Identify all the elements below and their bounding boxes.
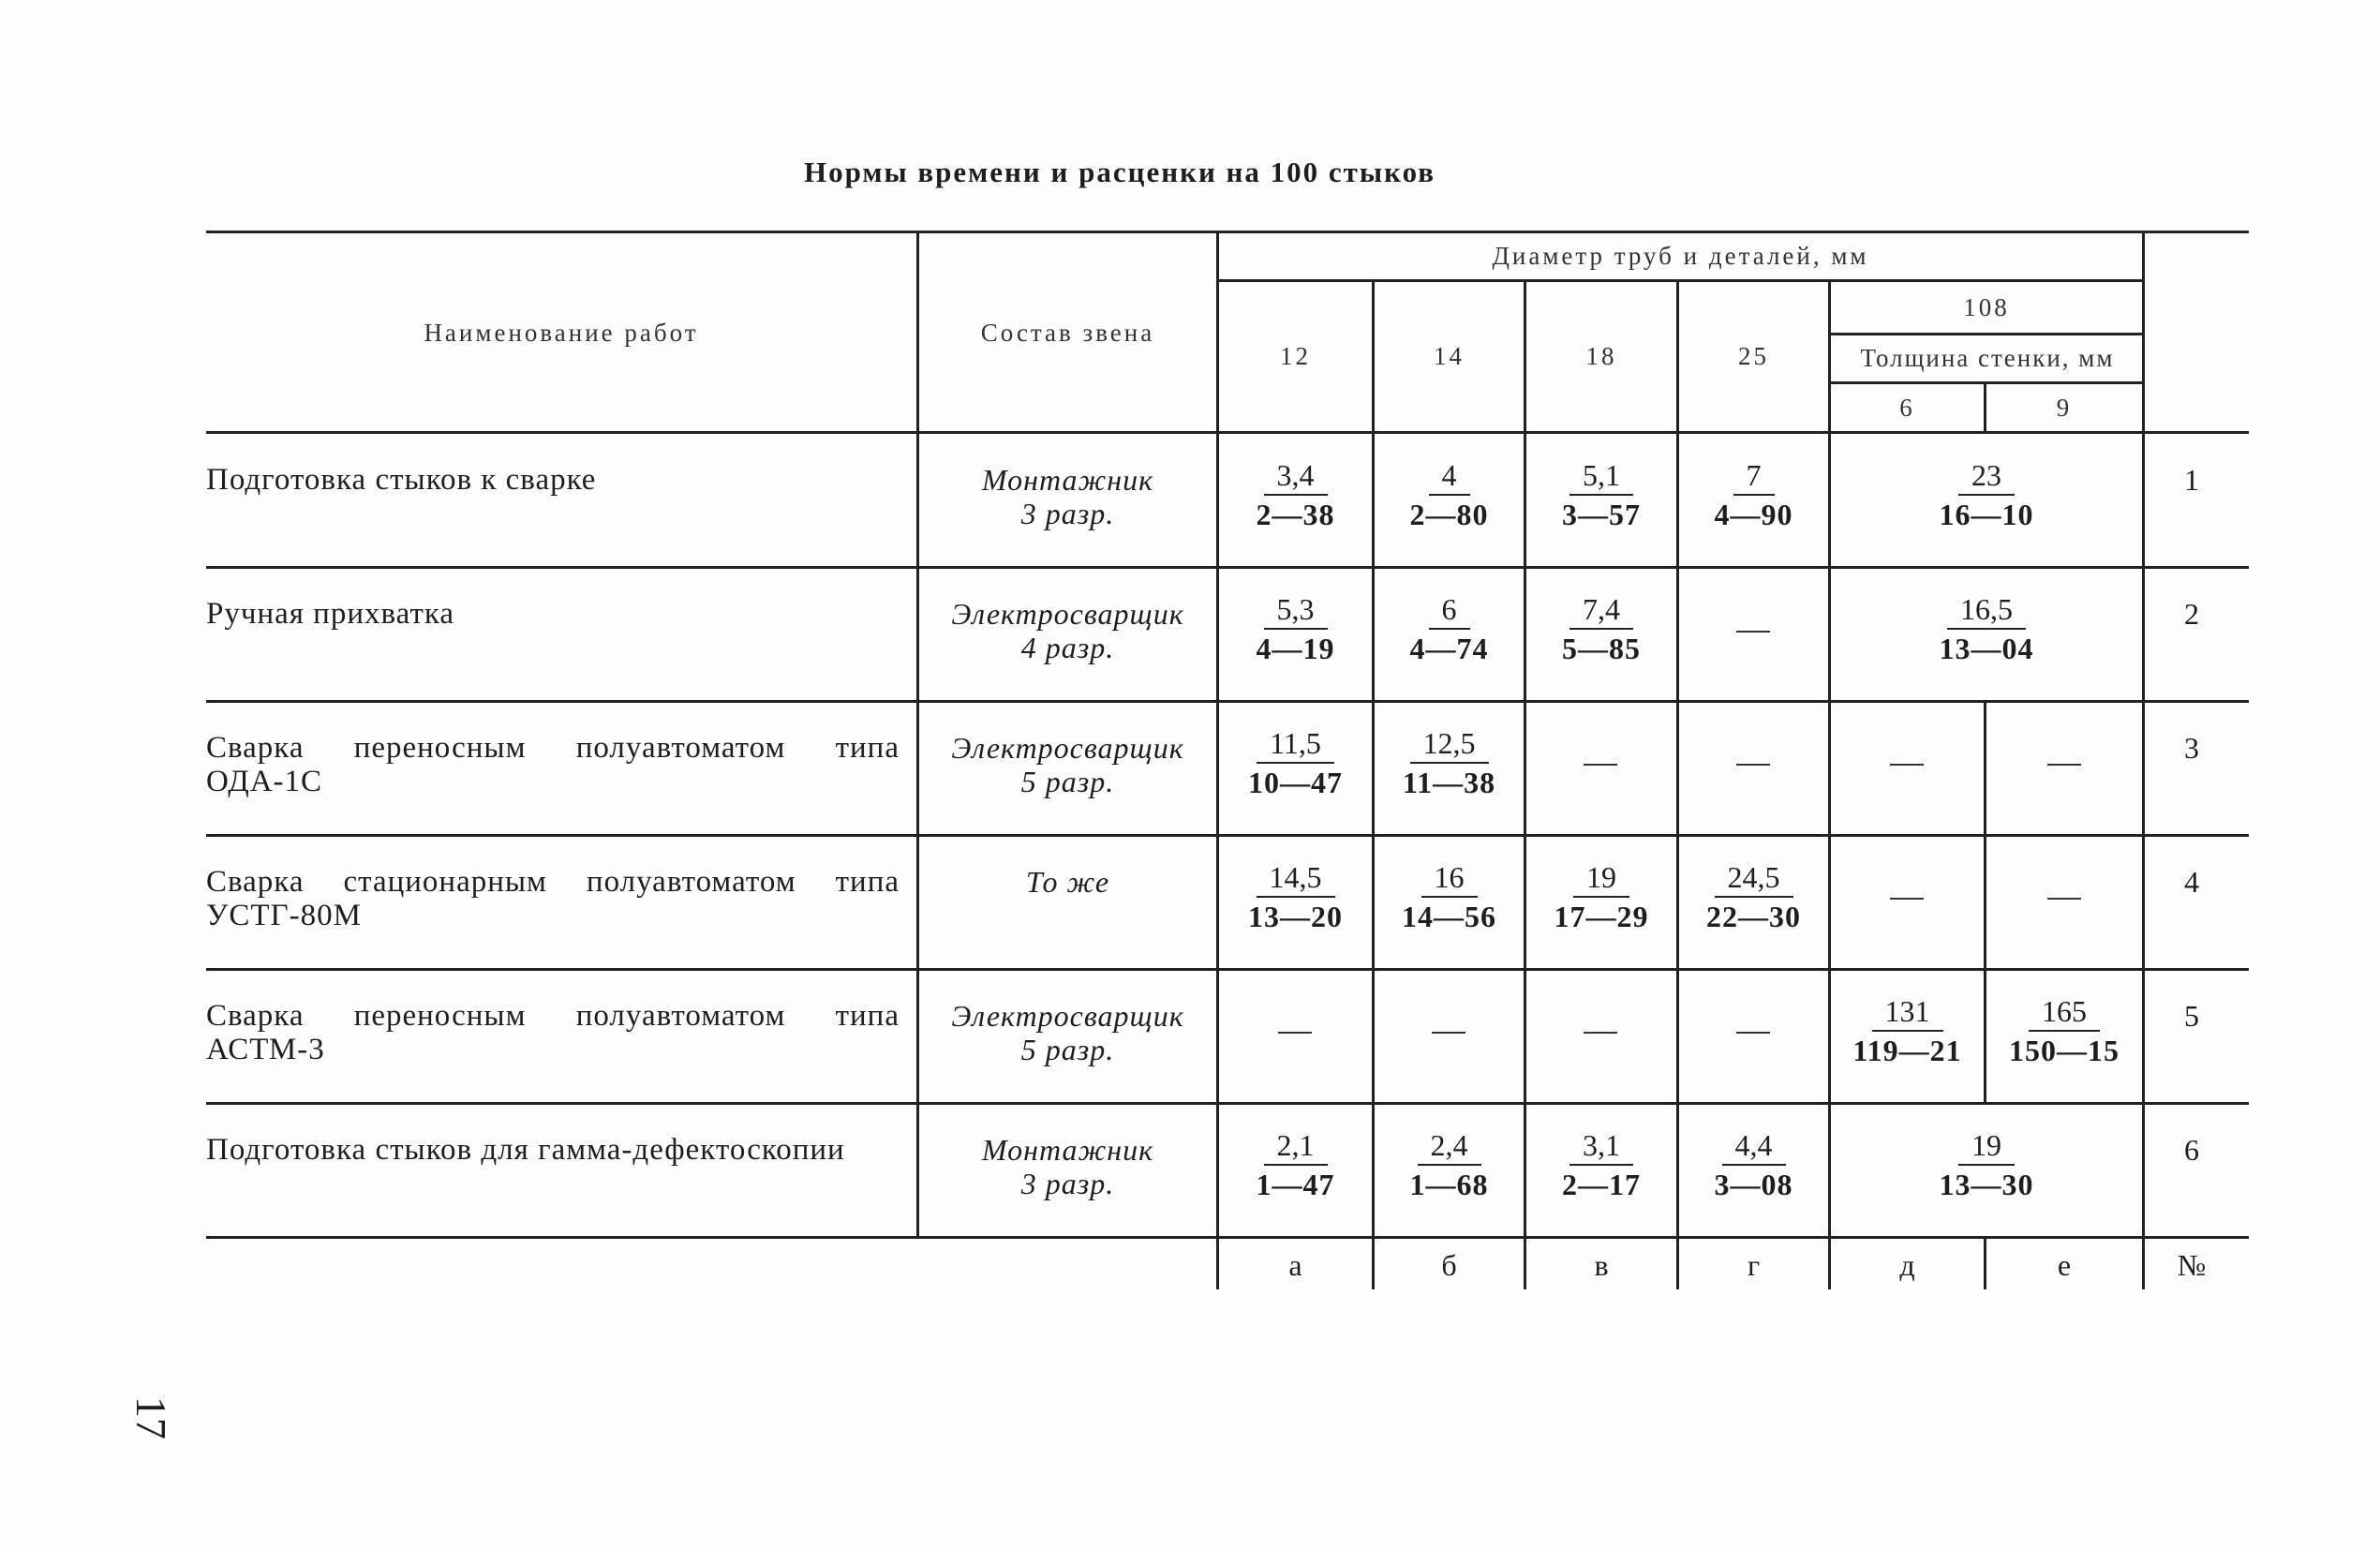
row-6-cell-a	[1219, 1129, 1372, 1203]
row-1-cell-a	[1219, 459, 1372, 533]
page-number: 17	[127, 1396, 175, 1439]
norm-value: 14,5	[1257, 861, 1335, 898]
footer-letter-g: г	[1747, 1248, 1761, 1282]
row-1-cell-g	[1679, 459, 1828, 533]
row-3-cell-g-dash	[1736, 764, 1770, 766]
row-5-cell-a-dash	[1278, 1032, 1312, 1034]
header-d108: 108	[1963, 292, 2010, 321]
norm-value: 165	[2029, 995, 2100, 1032]
row-3-cell-e-dash	[2047, 764, 2081, 766]
norm-value: 5,1	[1569, 459, 1633, 496]
norm-value: 23	[1958, 459, 2015, 496]
row-3-work-line-1: Сварка переносным полуавтоматом типа	[206, 731, 900, 765]
rate-value: 150—15	[2009, 1034, 2120, 1067]
rate-value: 17—29	[1554, 900, 1649, 933]
norm-value: 16,5	[1947, 593, 2026, 630]
header-d12: 12	[1280, 342, 1311, 370]
row-1-cell-b	[1375, 459, 1524, 533]
table-bottom-rule	[206, 1236, 2249, 1239]
rate-value: 4—19	[1256, 632, 1335, 665]
rate-value: 2—80	[1409, 498, 1489, 531]
row-3-cell-b	[1375, 727, 1524, 801]
header-bottom-rule	[206, 431, 2249, 434]
norm-value: 3,4	[1264, 459, 1328, 496]
row-5-cell-v-dash	[1584, 1032, 1617, 1034]
row-6-crew-role: Монтажник	[981, 1133, 1154, 1167]
header-wall-6: 6	[1899, 393, 1915, 422]
row-1-work: Подготовка стыков к сварке	[206, 463, 597, 497]
row-3-cell-d-dash	[1890, 764, 1924, 766]
rate-value: 5—85	[1562, 632, 1641, 665]
norm-value: 7	[1733, 459, 1775, 496]
row-5-cell-b-dash	[1432, 1032, 1465, 1034]
rate-value: 13—04	[1939, 632, 2034, 665]
page-title: Нормы времени и расценки на 100 стыков	[803, 156, 1436, 188]
footer-letter-v: в	[1594, 1248, 1609, 1282]
row-6-cell-g	[1679, 1129, 1828, 1203]
row-rule-2	[206, 700, 2249, 703]
row-4-crew: То же	[1025, 865, 1110, 899]
rate-value: 119—21	[1852, 1034, 1962, 1067]
row-2-work: Ручная прихватка	[206, 597, 455, 631]
row-1-crew-role: Монтажник	[981, 463, 1154, 497]
row-1-number: 1	[2184, 463, 2199, 497]
header-diameter: Диаметр труб и деталей, мм	[1492, 242, 1869, 270]
row-5-cell-d	[1831, 995, 1984, 1069]
row-4-work-line-1: Сварка стационарным полуавтоматом типа	[206, 865, 900, 899]
row-2-cell-a	[1219, 593, 1372, 667]
row-5-work-line-2: АСТМ-3	[206, 1033, 325, 1066]
row-4-cell-d-dash	[1890, 898, 1924, 900]
row-4-cell-v	[1526, 861, 1676, 935]
rate-value: 14—56	[1402, 900, 1496, 933]
row-5-cell-e	[1986, 995, 2142, 1069]
header-d25: 25	[1738, 342, 1769, 370]
row-1-cell-v	[1526, 459, 1676, 533]
row-2-cell-b	[1375, 593, 1524, 667]
row-4-cell-e-dash	[2047, 898, 2081, 900]
norm-value: 4	[1429, 459, 1470, 496]
norm-value: 6	[1429, 593, 1470, 630]
row-3-number: 3	[2184, 731, 2199, 765]
row-3-crew-grade: 5 разр.	[1020, 765, 1115, 798]
header-d14: 14	[1434, 342, 1465, 370]
rate-value: 13—20	[1248, 900, 1343, 933]
row-5-work-line-1: Сварка переносным полуавтоматом типа	[206, 999, 900, 1033]
row-5-cell-g-dash	[1736, 1032, 1770, 1034]
norm-value: 24,5	[1715, 861, 1793, 898]
row-rule-5	[206, 1102, 2249, 1105]
norm-value: 19	[1958, 1129, 2015, 1166]
norm-value: 5,3	[1264, 593, 1328, 630]
rate-value: 10—47	[1248, 766, 1343, 799]
row-3-cell-a	[1219, 727, 1372, 801]
row-1-cell-de	[1831, 459, 2142, 533]
header-crew: Состав звена	[980, 318, 1155, 347]
row-2-cell-g-dash	[1736, 631, 1770, 633]
row-4-number: 4	[2184, 865, 2199, 899]
row-3-crew-role: Электросварщик	[951, 731, 1184, 765]
footer-letter-a: а	[1288, 1248, 1302, 1282]
rate-value: 2—38	[1256, 498, 1335, 531]
rate-value: 3—08	[1714, 1168, 1793, 1201]
norm-value: 16	[1421, 861, 1478, 898]
row-rule-1	[206, 566, 2249, 569]
norm-value: 2,4	[1418, 1129, 1481, 1166]
row-6-number: 6	[2184, 1133, 2199, 1167]
row-4-cell-g	[1679, 861, 1828, 935]
row-rule-4	[206, 968, 2249, 971]
row-2-cell-v	[1526, 593, 1676, 667]
footer-number-sign: №	[2177, 1248, 2207, 1282]
row-5-number: 5	[2184, 999, 2199, 1033]
row-2-crew-grade: 4 разр.	[1020, 631, 1115, 664]
footer-letter-d: д	[1899, 1248, 1915, 1282]
rate-value: 16—10	[1939, 498, 2034, 531]
rate-value: 4—90	[1714, 498, 1793, 531]
rate-value: 4—74	[1409, 632, 1489, 665]
norm-value: 19	[1573, 861, 1629, 898]
row-3-work-line-2: ОДА-1С	[206, 765, 323, 798]
norm-value: 3,1	[1569, 1129, 1633, 1166]
norm-value: 131	[1872, 995, 1943, 1032]
header-wall-9: 9	[2056, 393, 2073, 422]
rate-value: 22—30	[1706, 900, 1801, 933]
row-2-number: 2	[2184, 597, 2199, 631]
row-2-crew-role: Электросварщик	[951, 597, 1184, 631]
norm-value: 2,1	[1264, 1129, 1328, 1166]
rate-value: 2—17	[1562, 1168, 1641, 1201]
row-6-work: Подготовка стыков для гамма-дефектоскопии	[206, 1133, 845, 1167]
norm-value: 12,5	[1410, 727, 1489, 764]
rate-value: 1—47	[1256, 1168, 1335, 1201]
header-d18: 18	[1585, 342, 1617, 370]
row-3-cell-v-dash	[1584, 764, 1617, 766]
row-rule-3	[206, 834, 2249, 837]
row-4-cell-b	[1375, 861, 1524, 935]
row-4-work-line-2: УСТГ-80М	[206, 899, 362, 932]
rate-value: 1—68	[1409, 1168, 1489, 1201]
header-wall-thickness: Толщина стенки, мм	[1860, 344, 2115, 372]
row-4-cell-a	[1219, 861, 1372, 935]
header-work-name: Наименование работ	[424, 318, 699, 347]
norm-value: 4,4	[1722, 1129, 1786, 1166]
row-6-cell-de	[1831, 1129, 2142, 1203]
row-5-crew-role: Электросварщик	[951, 999, 1184, 1033]
rate-value: 13—30	[1939, 1168, 2034, 1201]
rate-value: 3—57	[1562, 498, 1641, 531]
row-6-cell-b	[1375, 1129, 1524, 1203]
row-6-cell-v	[1526, 1129, 1676, 1203]
rate-value: 11—38	[1402, 766, 1496, 799]
row-6-crew-grade: 3 разр.	[1020, 1167, 1115, 1200]
footer-letter-b: б	[1441, 1248, 1457, 1282]
norm-value: 7,4	[1569, 593, 1633, 630]
row-2-cell-de	[1831, 593, 2142, 667]
footer-letter-e: е	[2057, 1248, 2072, 1282]
row-1-crew-grade: 3 разр.	[1020, 497, 1115, 530]
row-5-crew-grade: 5 разр.	[1020, 1033, 1115, 1066]
norm-value: 11,5	[1257, 727, 1334, 764]
